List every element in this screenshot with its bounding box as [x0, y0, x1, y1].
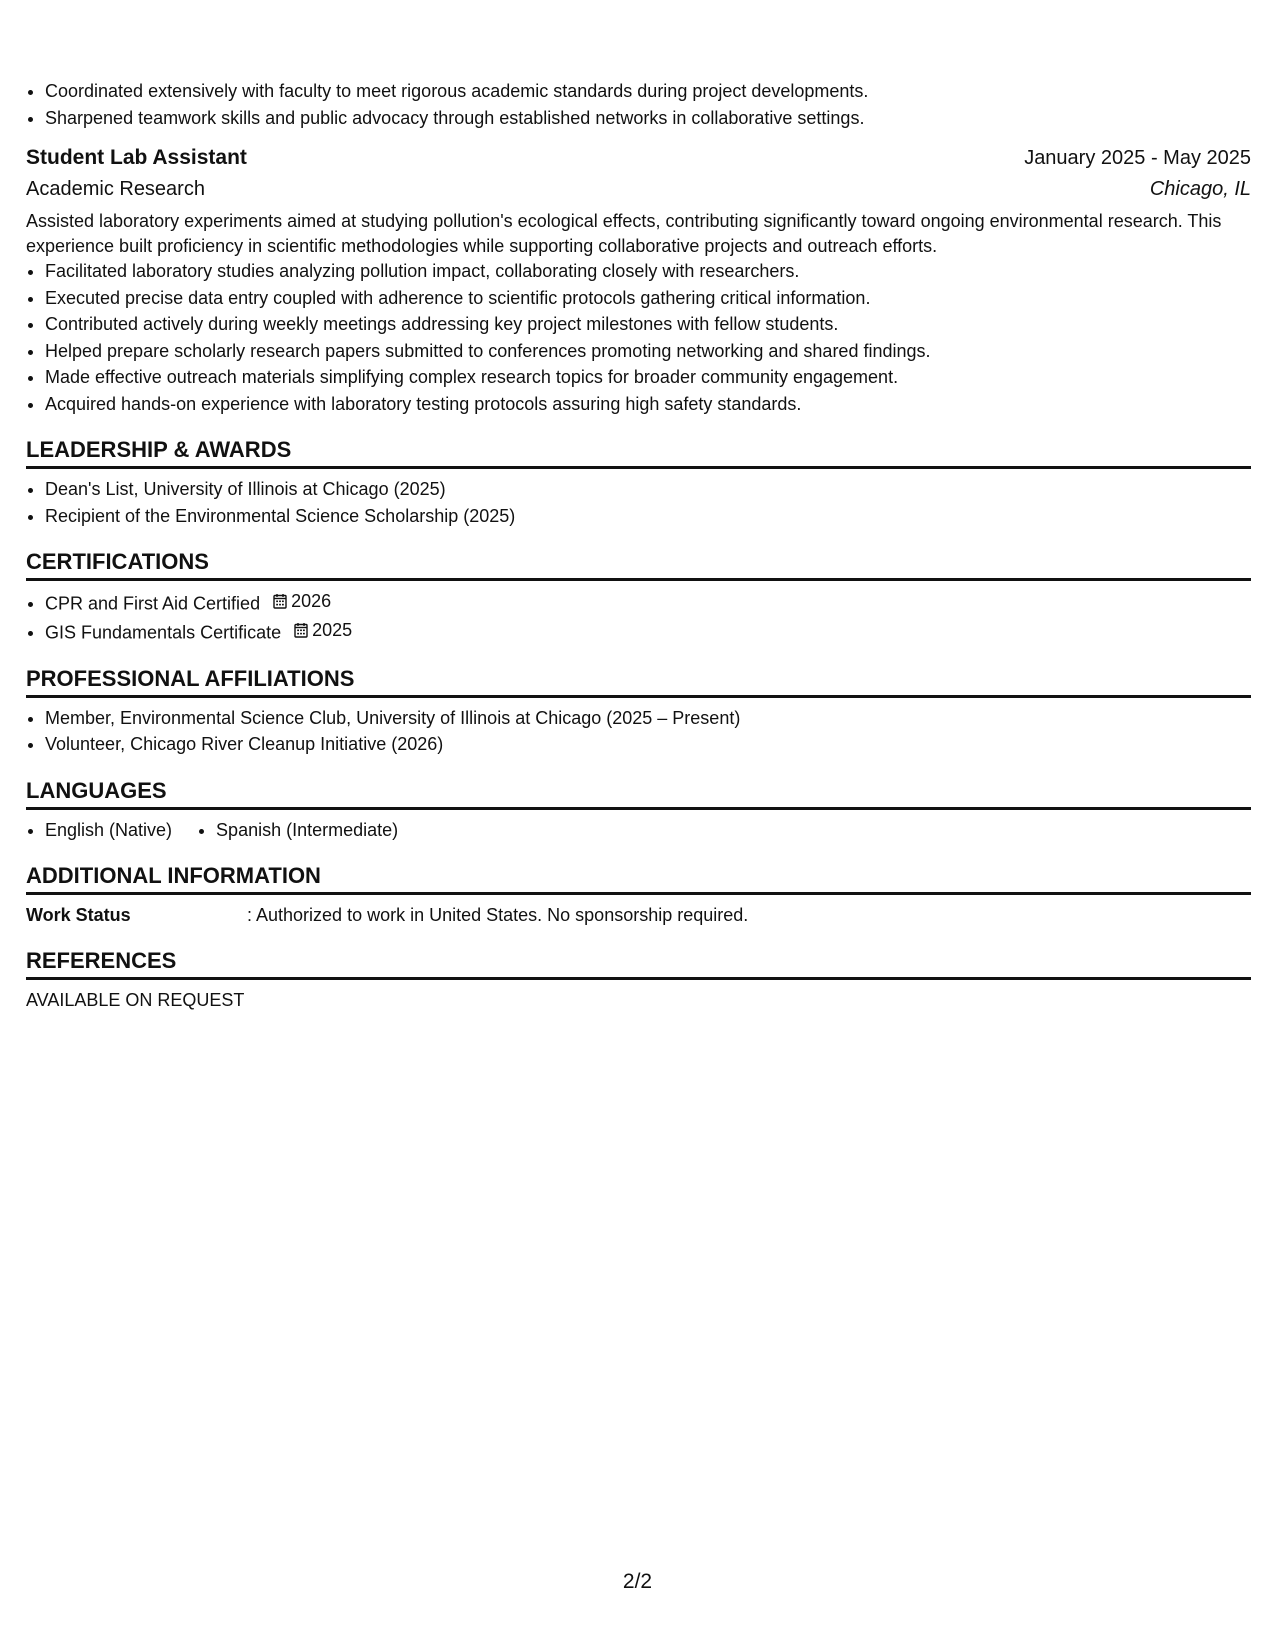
additional-info-section: [26, 861, 1251, 928]
list-item: • Made effective outreach materials simplifying complex research topics for broader community engagement.: [45, 364, 1251, 391]
job-summary: Assisted laboratory experiments aimed at studying pollution's ecological effects, contributing significantly toward ongoing environmental research. This experience built proficiency in scientific methodologies while supporting collaborative projects and outreach efforts.: [26, 211, 1222, 256]
languages-list: [26, 817, 1251, 843]
job-location: Chicago, IL: [1149, 178, 1251, 200]
section-title: CERTIFICATIONS: [26, 547, 1251, 581]
list-item: • Helped prepare scholarly research papers submitted to conferences promoting networking and shared findings.: [45, 338, 1251, 365]
job-organization: Academic Research: [26, 178, 205, 200]
list-item: • Contributed actively during weekly meetings addressing key project milestones with fellow students.: [45, 311, 1251, 338]
leadership-list: [26, 476, 1251, 529]
certifications-section: [26, 547, 1251, 646]
job-entry: [26, 143, 1251, 417]
job-dates: January 2025 - May 2025: [1024, 147, 1251, 169]
page-number: 2/2: [622, 1570, 653, 1593]
list-item: • Spanish (Intermediate): [216, 817, 398, 843]
previous-job-bullets: [26, 78, 1251, 131]
section-title: PROFESSIONAL AFFILIATIONS: [26, 664, 1251, 698]
list-item: [45, 617, 1251, 646]
job-header: [26, 143, 1251, 173]
list-item: • Volunteer, Chicago River Cleanup Initiative (2026): [45, 731, 1251, 758]
work-status-value: : Authorized to work in United States. No sponsorship required.: [247, 904, 749, 925]
section-title: LEADERSHIP & AWARDS: [26, 435, 1251, 469]
certifications-list: [26, 588, 1251, 646]
list-item: [45, 588, 1251, 617]
list-item: • Member, Environmental Science Club, University of Illinois at Chicago (2025 – Present): [45, 705, 1251, 732]
job-subheader: [26, 173, 1251, 205]
work-status-label: Work Status: [26, 904, 131, 925]
list-item: • Dean's List, University of Illinois at Chicago (2025): [45, 476, 1251, 503]
job-title: Student Lab Assistant: [26, 146, 247, 169]
languages-section: [26, 776, 1251, 843]
calendar-icon: [273, 593, 287, 609]
certification-date: [273, 588, 331, 615]
list-item: • Acquired hands-on experience with laboratory testing protocols assuring high safety standards.: [45, 391, 1251, 418]
certification-year: 2026: [291, 591, 332, 611]
section-title: REFERENCES: [26, 946, 1251, 980]
certification-year: 2025: [312, 619, 353, 640]
job-bullets: [26, 258, 1251, 417]
list-item: • Executed precise data entry coupled with adherence to scientific protocols gathering critical information.: [45, 285, 1251, 312]
list-item: • Sharpened teamwork skills and public advocacy through established networks in collaborative settings.: [45, 105, 1251, 132]
list-item: • English (Native): [45, 817, 172, 843]
affiliations-section: [26, 664, 1251, 758]
section-title: LANGUAGES: [26, 776, 1251, 810]
list-item: • Facilitated laboratory studies analyzing pollution impact, collaborating closely with researchers.: [45, 258, 1251, 285]
certification-date: [294, 617, 352, 644]
references-text: AVAILABLE ON REQUEST: [26, 989, 245, 1010]
affiliations-list: [26, 705, 1251, 758]
references-section: [26, 946, 1251, 1013]
section-title: ADDITIONAL INFORMATION: [26, 861, 1251, 895]
resume-page: [26, 78, 1251, 1013]
leadership-section: [26, 435, 1251, 529]
work-status-row: [26, 902, 1251, 928]
calendar-icon: [294, 622, 308, 638]
list-item: • Coordinated extensively with faculty to meet rigorous academic standards during project developments.: [45, 78, 1251, 105]
list-item: • Recipient of the Environmental Science Scholarship (2025): [45, 503, 1251, 530]
certification-name: GIS Fundamentals Certificate: [45, 622, 282, 642]
certification-name: CPR and First Aid Certified: [45, 593, 261, 614]
